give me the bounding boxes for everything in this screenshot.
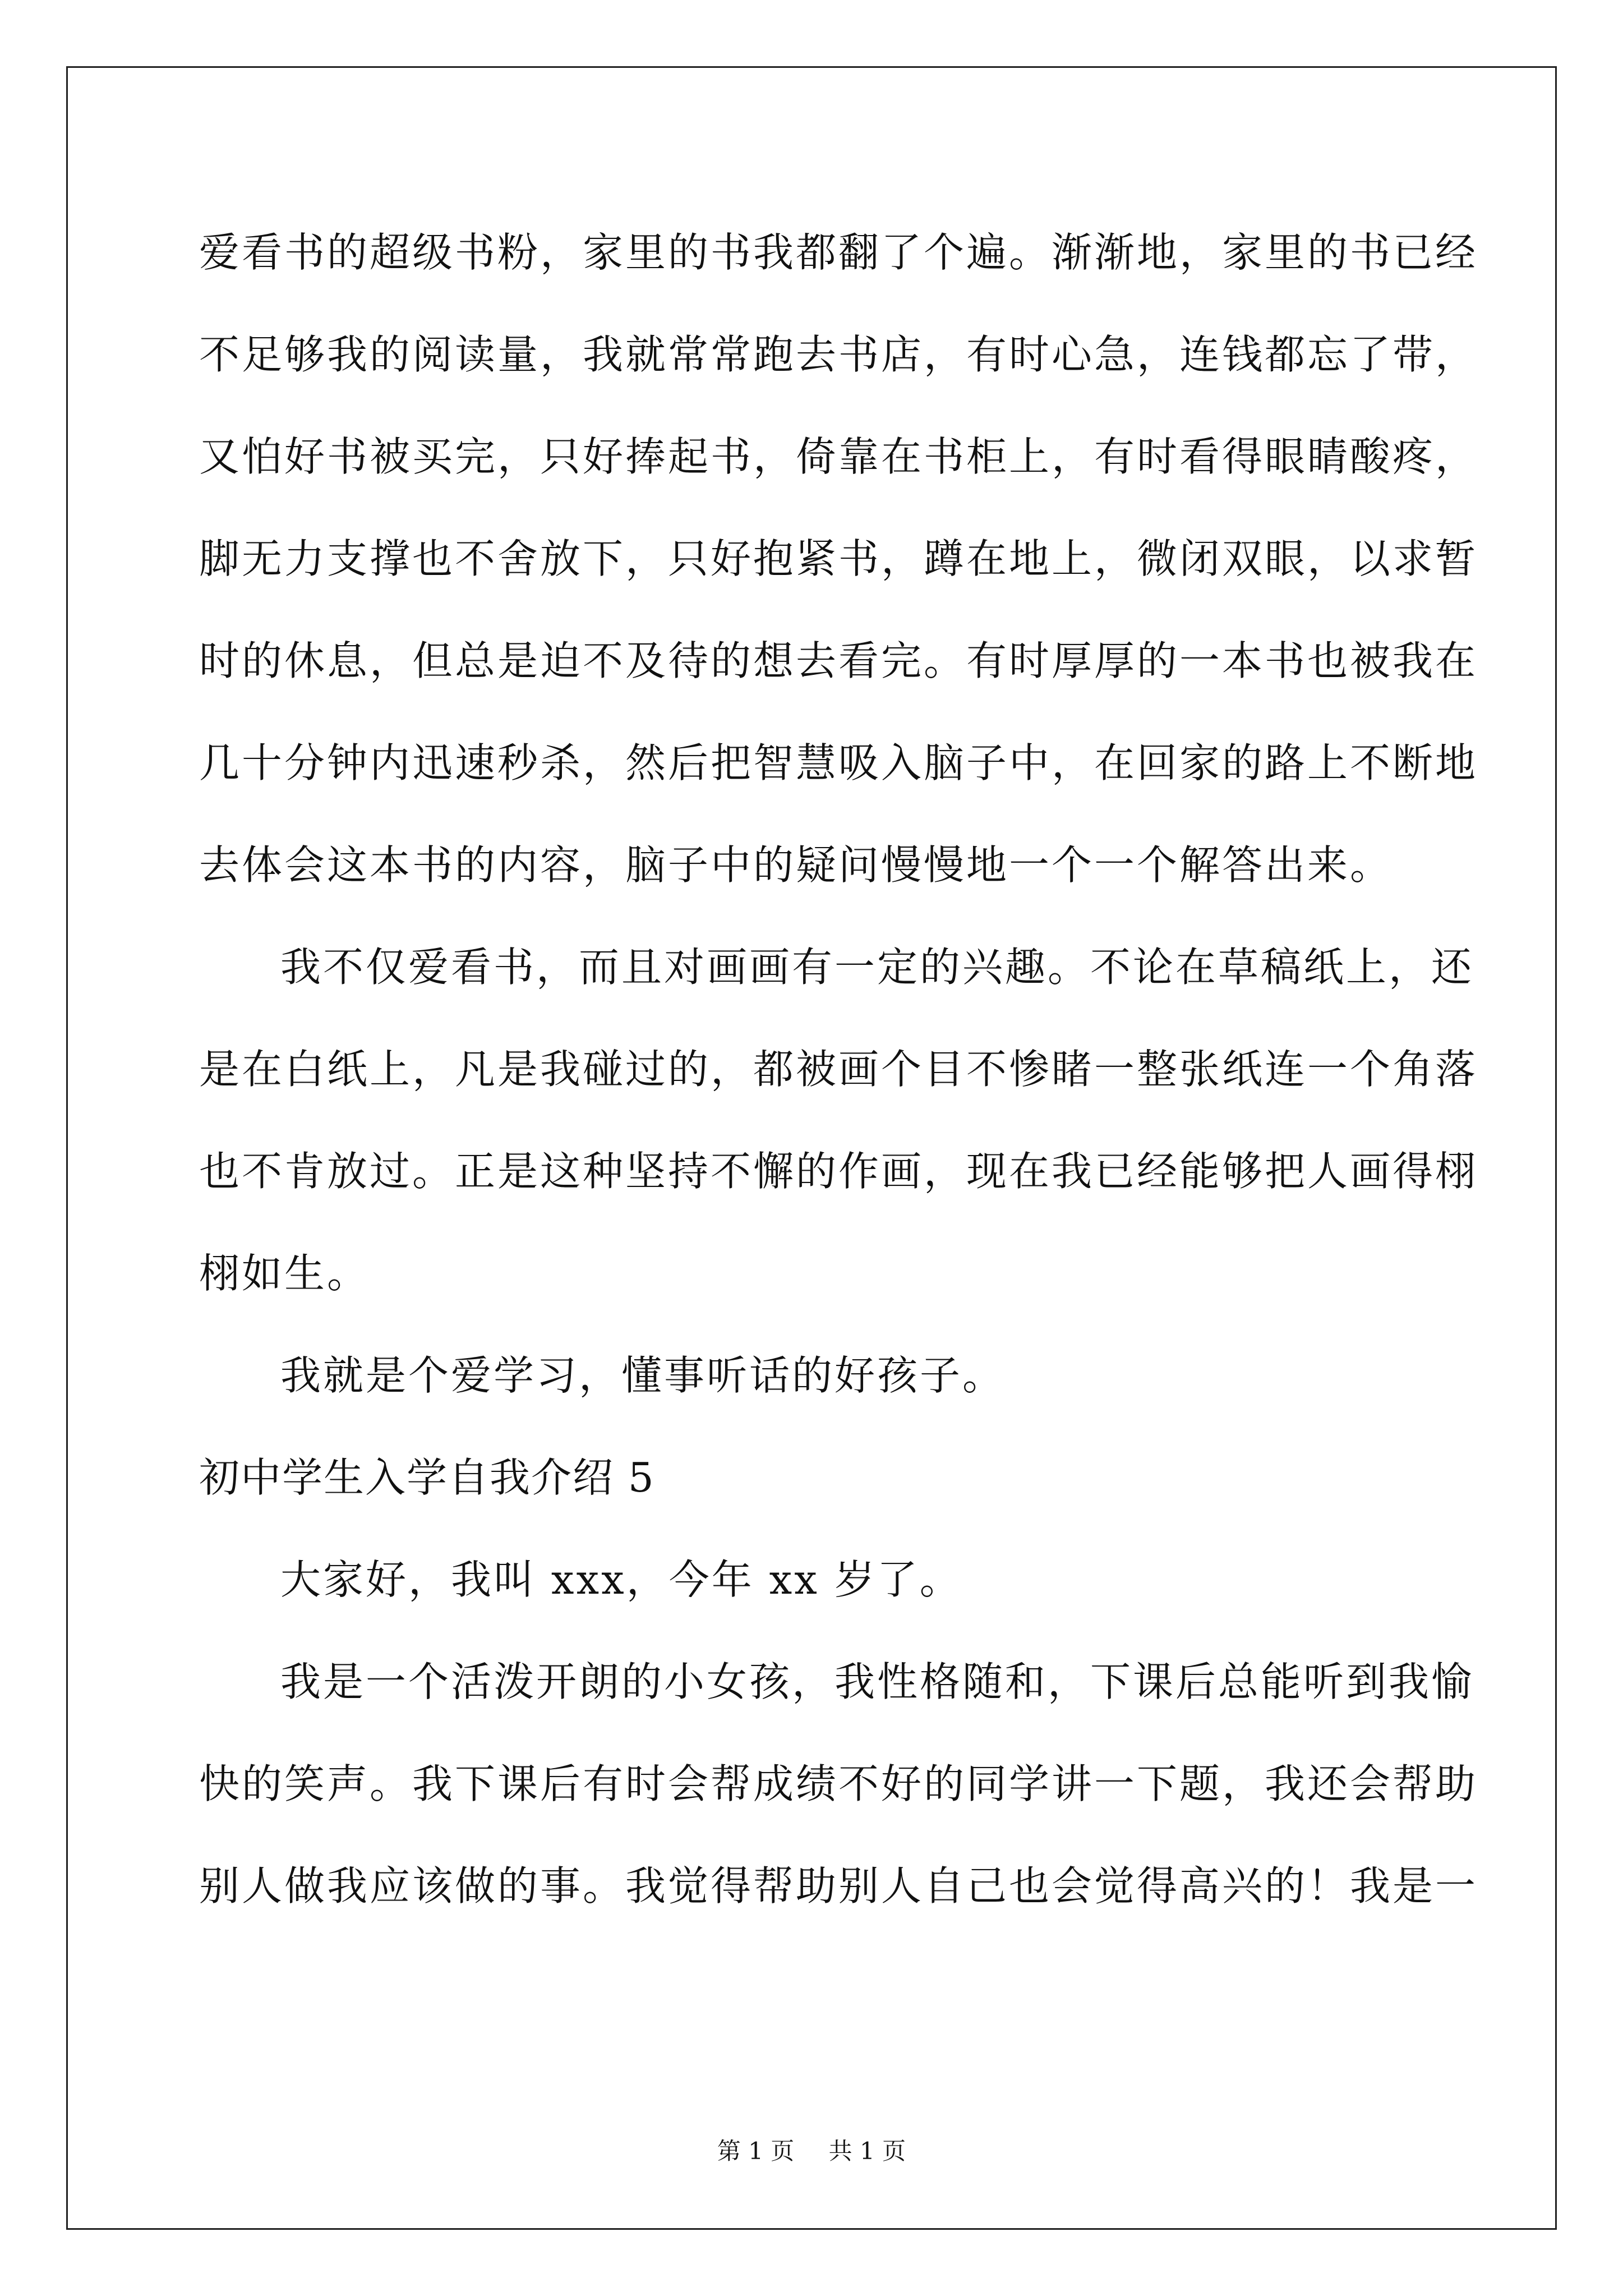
body-line: 去体会这本书的内容，脑子中的疑问慢慢地一个一个解答出来。: [199, 841, 1393, 889]
body-line: 不足够我的阅读量，我就常常跑去书店，有时心急，连钱都忘了带，: [199, 331, 1478, 378]
page-footer: [0, 2134, 1623, 2168]
paragraph-first-line: 大家好，我叫 xxx，今年 xx 岁了。: [280, 1556, 962, 1603]
body-line: 脚无力支撑也不舍放下，只好抱紧书，蹲在地上，微闭双眼，以求暂: [199, 535, 1478, 582]
paragraph-first-line: 我不仅爱看书，而且对画画有一定的兴趣。不论在草稿纸上，还: [280, 944, 1474, 991]
paragraph-first-line: 我是一个活泼开朗的小女孩，我性格随和，下课后总能听到我愉: [280, 1658, 1474, 1705]
body-line: 栩如生。: [199, 1250, 370, 1297]
body-line: 爱看书的超级书粉，家里的书我都翻了个遍。渐渐地，家里的书已经: [199, 229, 1478, 276]
body-line: 又怕好书被买完，只好捧起书，倚靠在书柜上，有时看得眼睛酸疼，: [199, 433, 1478, 480]
body-line: 也不肯放过。正是这种坚持不懈的作画，现在我已经能够把人画得栩: [199, 1148, 1478, 1195]
paragraph-first-line: 我就是个爱学习，懂事听话的好孩子。: [280, 1352, 1006, 1399]
body-line: 时的休息，但总是迫不及待的想去看完。有时厚厚的一本书也被我在: [199, 637, 1478, 684]
body-line: 是在白纸上，凡是我碰过的，都被画个目不惨睹一整张纸连一个角落: [199, 1046, 1478, 1093]
body-line: 几十分钟内迅速秒杀，然后把智慧吸入脑子中，在回家的路上不断地: [199, 739, 1478, 786]
body-line: 别人做我应该做的事。我觉得帮助别人自己也会觉得高兴的！我是一: [199, 1862, 1478, 1910]
page-number: 第 1 页: [717, 2137, 795, 2165]
body-line: 快的笑声。我下课后有时会帮成绩不好的同学讲一下题，我还会帮助: [199, 1760, 1478, 1807]
page-total: 共 1 页: [828, 2137, 906, 2165]
section-heading: 初中学生入学自我介绍 5: [199, 1454, 655, 1501]
document-body: [199, 222, 1478, 1957]
